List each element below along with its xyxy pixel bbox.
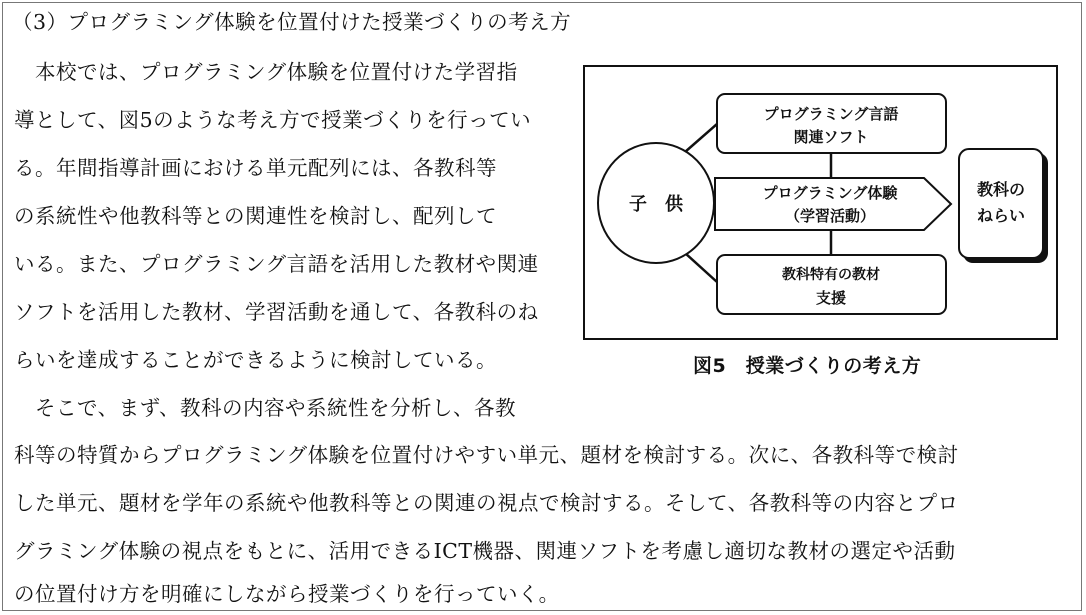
connector-bottom — [685, 253, 717, 282]
figure-caption: 図5 授業づくりの考え方 — [693, 355, 922, 377]
paragraph-line: いる。また、プログラミング言語を活用した教材や関連 — [14, 252, 539, 276]
materials-box-line: 教科特有の教材 — [782, 267, 880, 283]
arrow-box-line: （学習活動） — [784, 207, 876, 225]
paragraph-line: る。年間指導計画における単元配列には、各教科等 — [14, 156, 497, 180]
section-heading: （3）プログラミング体験を位置付けた授業づくりの考え方 — [12, 10, 572, 34]
figure-5-diagram — [583, 65, 1058, 340]
paragraph-line: ソフトを活用した教材、学習活動を通して、各教科のね — [14, 300, 539, 324]
paragraph-line: 科等の特質からプログラミング体験を位置付けやすい単元、題材を検討する。次に、各教科等で検討 — [14, 443, 959, 467]
software-box-line: 関連ソフト — [793, 128, 869, 146]
paragraph-line: グラミング体験の視点をもとに、活用できるICT機器、関連ソフトを考慮し適切な教材の選定や活動 — [14, 539, 956, 563]
subject-aim-box — [959, 149, 1043, 258]
paragraph-line: の系統性や他教科等との関連性を検討し、配列して — [14, 204, 497, 228]
connector-top — [685, 124, 717, 152]
paragraph-line: の位置付け方を明確にしながら授業づくりを行っていく。 — [14, 582, 560, 606]
software-box-line: プログラミング言語 — [763, 105, 899, 123]
aim-box-line: ねらい — [976, 206, 1026, 225]
child-label: 子 供 — [629, 194, 683, 215]
paragraph-line: 導として、図5のような考え方で授業づくりを行ってい — [14, 108, 532, 132]
paragraph-line: 本校では、プログラミング体験を位置付けた学習指 — [14, 60, 518, 84]
paragraph-line: らいを達成することができるように検討している。 — [14, 348, 497, 372]
aim-box-line: 教科の — [976, 180, 1026, 199]
arrow-box-line: プログラミング体験 — [762, 184, 898, 202]
paragraph-line: そこで、まず、教科の内容や系統性を分析し、各教 — [14, 396, 516, 420]
materials-box-line: 支援 — [815, 289, 847, 307]
paragraph-line: した単元、題材を学年の系統や他教科等との関連の視点で検討する。そして、各教科等の内容とプロ — [14, 491, 959, 515]
